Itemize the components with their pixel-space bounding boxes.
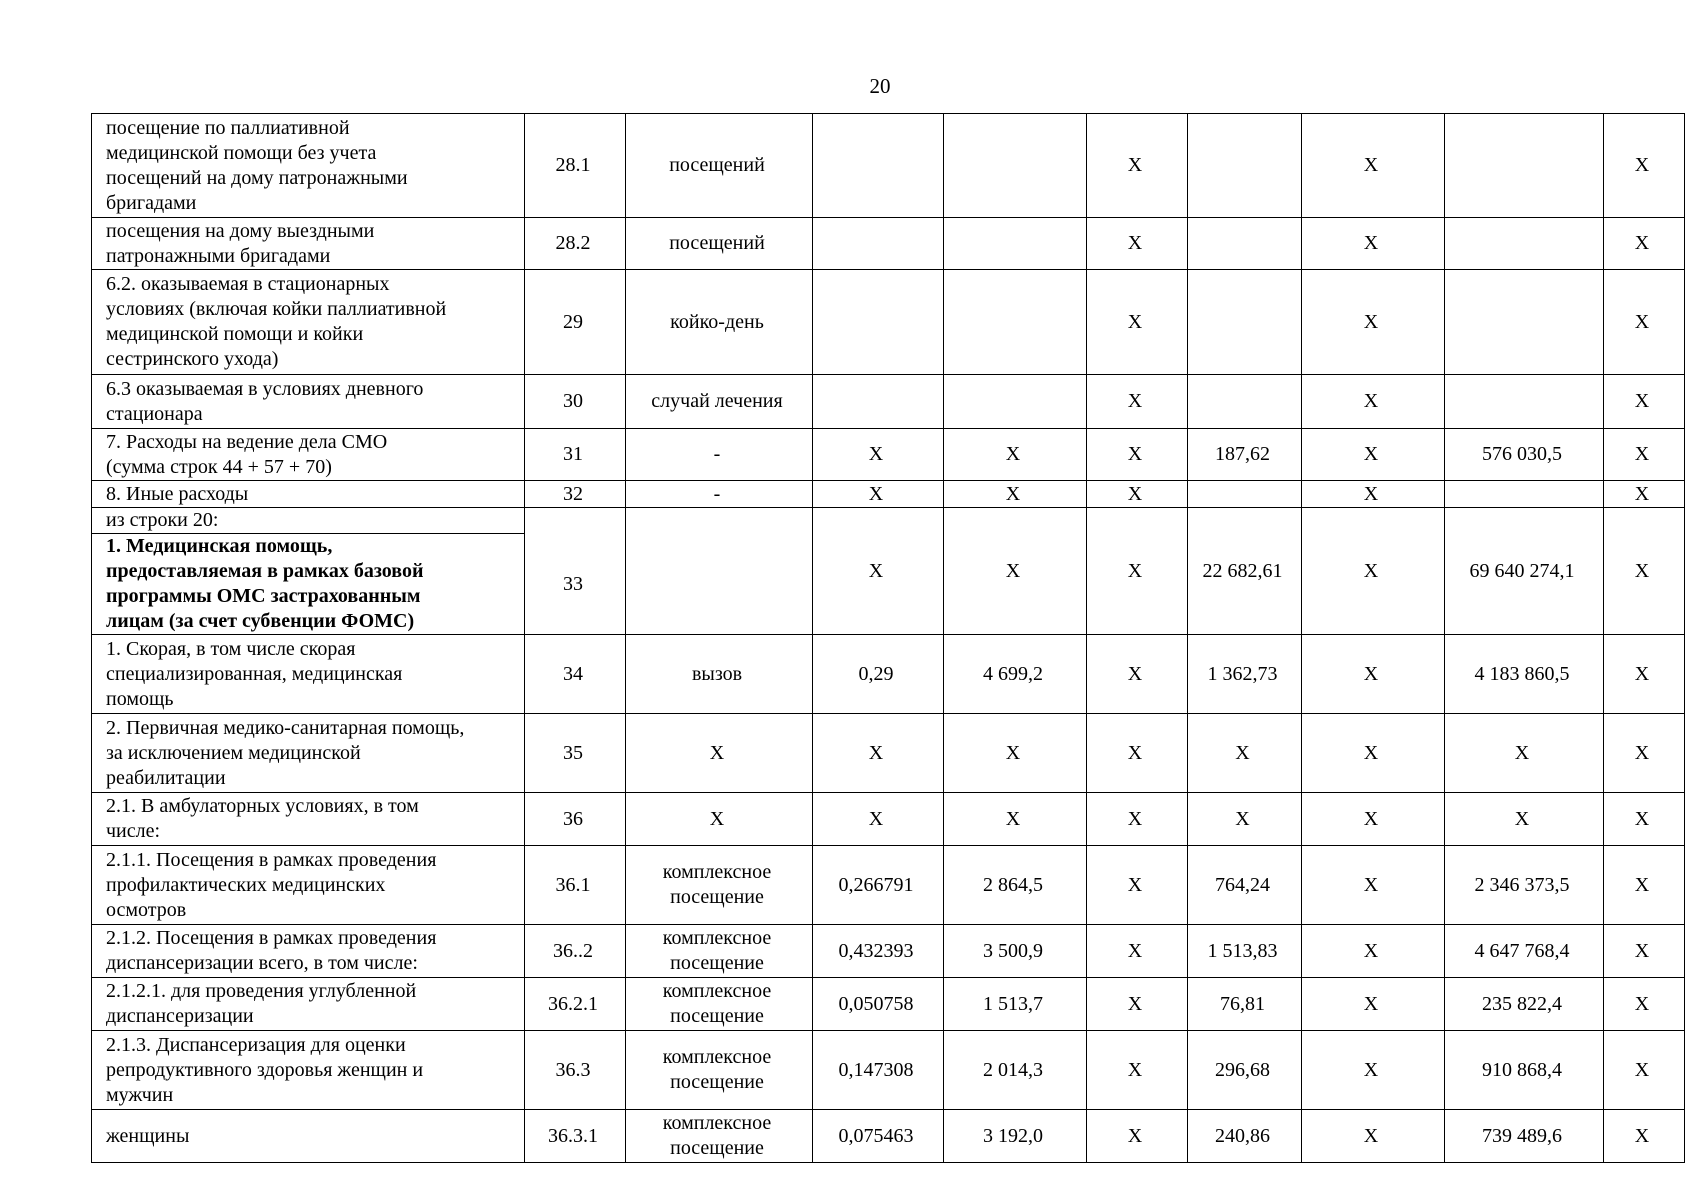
cell-total: 576 030,5 [1445, 429, 1604, 481]
cell-col10: X [1604, 218, 1685, 270]
row-code-cell: 36.1 [525, 846, 626, 925]
cell-cost: X [944, 481, 1087, 508]
table-row [92, 429, 1685, 481]
row-unit-cell: посещений [626, 114, 813, 218]
row-code-cell: 30 [525, 375, 626, 429]
cell-per-capita [1188, 114, 1302, 218]
cell-line: комплексное [662, 1112, 772, 1134]
cell-line: комплексное [662, 980, 772, 1002]
cell-volume: 0,432393 [813, 925, 944, 978]
row-code-cell: 36.3.1 [525, 1110, 626, 1163]
cell-line: 2.1. В амбулаторных условиях, в том [106, 795, 419, 817]
row-unit-cell [626, 508, 813, 635]
cell-col10: X [1604, 270, 1685, 375]
row-unit-cell: посещений [626, 218, 813, 270]
section-heading [92, 534, 524, 634]
cell-cost: 1 513,7 [944, 978, 1087, 1031]
cell-volume: 0,050758 [813, 978, 944, 1031]
table-row [92, 635, 1685, 714]
cell-line: комплексное [662, 927, 772, 949]
cell-volume [813, 270, 944, 375]
cell-volume: 0,075463 [813, 1110, 944, 1163]
cell-volume [813, 218, 944, 270]
cell-line: реабилитации [106, 766, 226, 789]
row-name-cell [92, 508, 525, 635]
row-name-cell [92, 481, 525, 508]
cell-per-capita: 240,86 [1188, 1110, 1302, 1163]
cell-line: посещение [670, 886, 764, 908]
table-row [92, 218, 1685, 270]
cell-col6: X [1087, 375, 1188, 429]
cell-line: стационара [106, 402, 203, 425]
cell-line: X [709, 741, 725, 764]
cell-line: осмотров [106, 898, 187, 921]
row-code-cell: 28.2 [525, 218, 626, 270]
cell-per-capita: 296,68 [1188, 1031, 1302, 1110]
cell-line: специализированная, медицинская [106, 662, 403, 685]
cell-line: предоставляемая в рамках базовой [106, 560, 424, 582]
cell-line: диспансеризации [106, 1005, 254, 1027]
table-row [92, 925, 1685, 978]
cell-col6: X [1087, 429, 1188, 481]
row-code-cell: 31 [525, 429, 626, 481]
cell-per-capita: 1 362,73 [1188, 635, 1302, 714]
row-name-cell [92, 114, 525, 218]
cell-line: диспансеризации всего, в том числе: [106, 952, 418, 974]
cell-total: 4 183 860,5 [1445, 635, 1604, 714]
cell-col8: X [1302, 375, 1445, 429]
cell-col10: X [1604, 114, 1685, 218]
row-name-cell [92, 635, 525, 714]
cell-volume: 0,29 [813, 635, 944, 714]
cell-col6: X [1087, 270, 1188, 375]
row-unit-cell [626, 793, 813, 846]
row-name-cell [92, 925, 525, 978]
cell-line: посещение [670, 1005, 764, 1027]
cell-col10: X [1604, 1110, 1685, 1163]
cell-volume: X [813, 793, 944, 846]
cell-col10: X [1604, 481, 1685, 508]
table-row [92, 114, 1685, 218]
row-code-cell: 35 [525, 714, 626, 793]
cell-volume: 0,266791 [813, 846, 944, 925]
cell-line: X [709, 807, 725, 830]
row-unit-cell [626, 714, 813, 793]
cell-cost: X [944, 714, 1087, 793]
cell-volume: X [813, 714, 944, 793]
cell-col8: X [1302, 429, 1445, 481]
cell-col10: X [1604, 925, 1685, 978]
row-unit-cell [626, 1110, 813, 1163]
row-unit-cell: случай лечения [626, 375, 813, 429]
cell-col10: X [1604, 635, 1685, 714]
cell-col6: X [1087, 925, 1188, 978]
cell-per-capita [1188, 375, 1302, 429]
cell-col8: X [1302, 978, 1445, 1031]
cell-cost: X [944, 429, 1087, 481]
cell-total: 910 868,4 [1445, 1031, 1604, 1110]
cell-volume [813, 375, 944, 429]
cell-col10: X [1604, 846, 1685, 925]
row-name-cell [92, 846, 525, 925]
table-row [92, 1031, 1685, 1110]
row-name-cell [92, 793, 525, 846]
row-name-cell [92, 375, 525, 429]
row-code-cell: 33 [525, 508, 626, 635]
cell-col6: X [1087, 508, 1188, 635]
cell-line: 1. Скорая, в том числе скорая [106, 637, 356, 660]
row-unit-cell [626, 1031, 813, 1110]
cell-line: вызов [691, 662, 743, 685]
cell-total [1445, 114, 1604, 218]
table-row [92, 978, 1685, 1031]
table-row [92, 793, 1685, 846]
cell-line: бригадами [106, 191, 197, 214]
cell-line: условиях (включая койки паллиативной [106, 298, 447, 320]
cell-cost: X [944, 793, 1087, 846]
cell-line: комплексное [662, 861, 772, 883]
cell-line: 2.1.2.1. для проведения углубленной [106, 980, 417, 1002]
row-name-cell [92, 429, 525, 481]
cell-volume: X [813, 508, 944, 635]
cell-volume: X [813, 481, 944, 508]
cell-line: 6.2. оказываемая в стационарных [106, 273, 390, 295]
page-number: 20 [869, 74, 891, 98]
cell-cost: 2 864,5 [944, 846, 1087, 925]
data-table [91, 113, 1685, 1163]
cell-col10: X [1604, 793, 1685, 846]
row-name-cell [92, 270, 525, 375]
cell-volume: 0,147308 [813, 1031, 944, 1110]
cell-line: посещений на дому патронажными [106, 166, 408, 189]
cell-line: программы ОМС застрахованным [106, 585, 421, 607]
row-code-cell: 36 [525, 793, 626, 846]
cell-per-capita: X [1188, 793, 1302, 846]
cell-total: 69 640 274,1 [1445, 508, 1604, 635]
cell-cost: 2 014,3 [944, 1031, 1087, 1110]
cell-col10: X [1604, 375, 1685, 429]
cell-line: (сумма строк 44 + 57 + 70) [106, 455, 332, 478]
cell-line: репродуктивного здоровья женщин и [106, 1058, 424, 1081]
row-code-cell: 28.1 [525, 114, 626, 218]
cell-cost [944, 375, 1087, 429]
cell-line: 2.1.1. Посещения в рамках проведения [106, 848, 437, 871]
cell-line: за исключением медицинской [106, 741, 361, 764]
cell-per-capita: 76,81 [1188, 978, 1302, 1031]
cell-total: 2 346 373,5 [1445, 846, 1604, 925]
table-row [92, 846, 1685, 925]
row-code-cell: 34 [525, 635, 626, 714]
row-unit-cell [626, 635, 813, 714]
cell-col8: X [1302, 114, 1445, 218]
row-code-cell: 32 [525, 481, 626, 508]
cell-total [1445, 218, 1604, 270]
cell-line: числе: [106, 820, 161, 842]
cell-col6: X [1087, 218, 1188, 270]
cell-line: 2.1.3. Диспансеризация для оценки [106, 1033, 406, 1056]
cell-total [1445, 481, 1604, 508]
cell-col8: X [1302, 481, 1445, 508]
cell-per-capita [1188, 218, 1302, 270]
row-code-cell: 29 [525, 270, 626, 375]
cell-line: 2.1.2. Посещения в рамках проведения [106, 927, 437, 949]
row-name-cell [92, 714, 525, 793]
cell-cost: 3 192,0 [944, 1110, 1087, 1163]
cell-per-capita: 187,62 [1188, 429, 1302, 481]
cell-col10: X [1604, 429, 1685, 481]
row-unit-cell: койко-день [626, 270, 813, 375]
cell-line: посещение по паллиативной [106, 116, 350, 139]
cell-col8: X [1302, 846, 1445, 925]
table-row [92, 375, 1685, 429]
cell-col8: X [1302, 714, 1445, 793]
row-code-cell: 36.3 [525, 1031, 626, 1110]
cell-line: посещение [670, 1137, 764, 1159]
cell-line: медицинской помощи без учета [106, 141, 377, 164]
cell-line: помощь [106, 687, 174, 710]
cell-per-capita: 764,24 [1188, 846, 1302, 925]
table-row [92, 270, 1685, 375]
table-row [92, 481, 1685, 508]
cell-col8: X [1302, 635, 1445, 714]
row-unit-cell [626, 978, 813, 1031]
row-unit-cell [626, 846, 813, 925]
cell-col8: X [1302, 925, 1445, 978]
cell-col10: X [1604, 1031, 1685, 1110]
cell-cost: 3 500,9 [944, 925, 1087, 978]
cell-col8: X [1302, 218, 1445, 270]
table-row [92, 714, 1685, 793]
cell-per-capita: X [1188, 714, 1302, 793]
cell-per-capita: 1 513,83 [1188, 925, 1302, 978]
cell-col8: X [1302, 508, 1445, 635]
cell-col8: X [1302, 1110, 1445, 1163]
table-row [92, 508, 1685, 635]
cell-total: X [1445, 793, 1604, 846]
cell-cost [944, 270, 1087, 375]
cell-line: мужчин [106, 1083, 174, 1106]
cell-col6: X [1087, 793, 1188, 846]
cell-cost [944, 114, 1087, 218]
row-name-cell [92, 1031, 525, 1110]
cell-line: женщины [106, 1124, 190, 1147]
section-caption: из строки 20: [92, 508, 524, 534]
cell-col6: X [1087, 114, 1188, 218]
cell-col6: X [1087, 846, 1188, 925]
row-name-cell [92, 1110, 525, 1163]
row-unit-cell: - [626, 429, 813, 481]
cell-col6: X [1087, 1110, 1188, 1163]
cell-line: 8. Иные расходы [106, 482, 249, 505]
cell-col8: X [1302, 1031, 1445, 1110]
row-name-cell [92, 218, 525, 270]
cell-col6: X [1087, 1031, 1188, 1110]
row-name-cell [92, 978, 525, 1031]
row-unit-cell: - [626, 481, 813, 508]
cell-line: посещение [670, 1071, 764, 1093]
cell-total: 235 822,4 [1445, 978, 1604, 1031]
cell-per-capita [1188, 270, 1302, 375]
cell-line: 2. Первичная медико-санитарная помощь, [106, 716, 465, 739]
cell-col10: X [1604, 714, 1685, 793]
table-row [92, 1110, 1685, 1163]
cell-col10: X [1604, 508, 1685, 635]
cell-line: профилактических медицинских [106, 873, 386, 896]
row-code-cell: 36.2.1 [525, 978, 626, 1031]
cell-col8: X [1302, 793, 1445, 846]
table-body [92, 114, 1685, 1163]
cell-line: комплексное [662, 1046, 772, 1068]
cell-line: 1. Медицинская помощь, [106, 535, 333, 557]
cell-total: X [1445, 714, 1604, 793]
cell-col8: X [1302, 270, 1445, 375]
cell-line: сестринского ухода) [106, 348, 279, 370]
cell-line: посещения на дому выездными [106, 219, 375, 242]
cell-total: 739 489,6 [1445, 1110, 1604, 1163]
cell-line: медицинской помощи и койки [106, 323, 364, 345]
row-code-cell: 36..2 [525, 925, 626, 978]
cell-line: посещение [670, 952, 764, 974]
cell-cost: X [944, 508, 1087, 635]
cell-col6: X [1087, 714, 1188, 793]
cell-volume: X [813, 429, 944, 481]
cell-per-capita [1188, 481, 1302, 508]
cell-volume [813, 114, 944, 218]
row-unit-cell [626, 925, 813, 978]
cell-col6: X [1087, 481, 1188, 508]
cell-line: 7. Расходы на ведение дела СМО [106, 430, 388, 453]
cell-line: патронажными бригадами [106, 244, 331, 267]
cell-line: 6.3 оказываемая в условиях дневного [106, 377, 424, 400]
cell-col10: X [1604, 978, 1685, 1031]
cell-total [1445, 375, 1604, 429]
cell-line: лицам (за счет субвенции ФОМС) [106, 610, 415, 632]
cell-col6: X [1087, 635, 1188, 714]
cell-total: 4 647 768,4 [1445, 925, 1604, 978]
cell-col6: X [1087, 978, 1188, 1031]
cell-total [1445, 270, 1604, 375]
cell-per-capita: 22 682,61 [1188, 508, 1302, 635]
cell-cost [944, 218, 1087, 270]
cell-cost: 4 699,2 [944, 635, 1087, 714]
